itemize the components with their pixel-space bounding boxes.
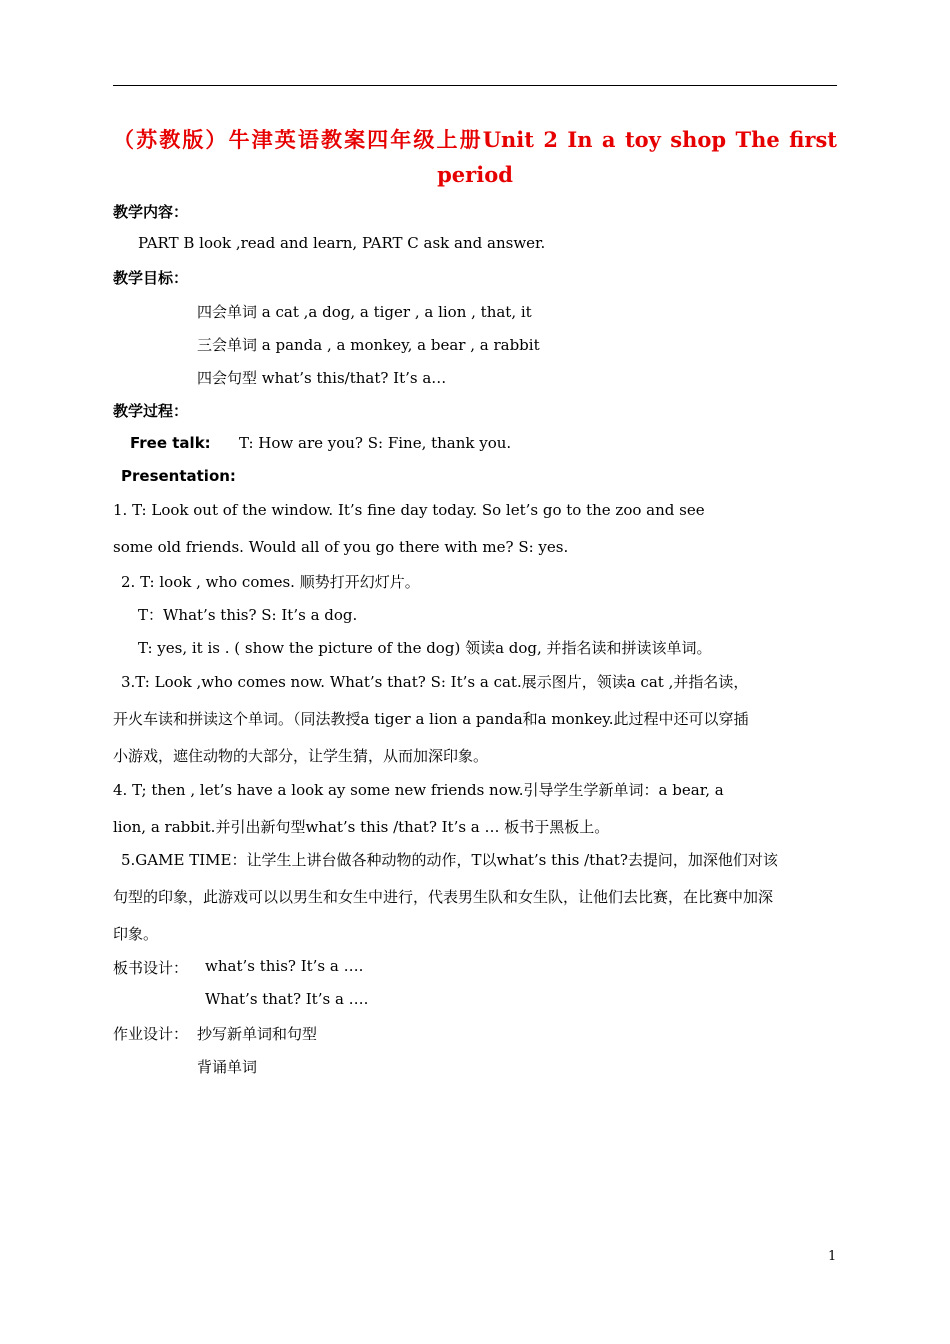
goal-item: 三会单词 a panda , a monkey, a bear , a rabbit [197, 336, 540, 354]
step-line: 句型的印象，此游戏可以以男生和女生中进行，代表男生队和女生队，让他们去比赛，在比赛中加深 [113, 888, 774, 906]
board-design-label: 板书设计： [113, 959, 189, 977]
goals-heading: 教学目标： [113, 269, 189, 287]
process-heading: 教学过程： [113, 402, 189, 420]
step-line: lion, a rabbit.并引出新句型what’s this /that? It’s a … 板书于黑板上。 [113, 818, 610, 836]
homework-item: 抄写新单词和句型 [197, 1025, 318, 1043]
content-heading: 教学内容： [113, 203, 189, 221]
step-line: 印象。 [113, 925, 159, 943]
goal-item: 四会句型 what’s this/that? It’s a… [197, 369, 447, 387]
document-title: （苏教版）牛津英语教案四年级上册Unit 2 In a toy shop The first [113, 127, 837, 152]
step-line: 3.T: Look ,who comes now. What’s that? S: It’s a cat.展示图片，领读a cat ,并指名读， [121, 673, 749, 691]
step-line: 开火车读和拼读这个单词。（同法教授a tiger a lion a panda和a monkey.此过程中还可以穿插 [113, 710, 749, 728]
header-rule [113, 85, 837, 86]
presentation-label: Presentation: [121, 467, 236, 485]
step-line: 5.GAME TIME：让学生上讲台做各种动物的动作，T以what’s this /that?去提问，加深他们对该 [121, 851, 778, 869]
step-line: some old friends. Would all of you go there with me? S: yes. [113, 538, 569, 556]
homework-label: 作业设计： [113, 1025, 189, 1043]
homework-item: 背诵单词 [197, 1058, 258, 1076]
document-title-continued: period [437, 162, 513, 187]
page-number: 1 [828, 1249, 837, 1264]
board-design-line: what’s this? It’s a …. [205, 957, 364, 975]
step-line: 2. T: look , who comes. 顺势打开幻灯片。 [121, 573, 420, 591]
free-talk-label: Free talk: [130, 434, 211, 452]
step-line: T: yes, it is . ( show the picture of the dog) 领读a dog, 并指名读和拼读该单词。 [138, 639, 712, 657]
step-line: 小游戏，遮住动物的大部分，让学生猜，从而加深印象。 [113, 747, 489, 765]
step-line: 4. T; then , let’s have a look ay some new friends now.引导学生学新单词：a bear, a [113, 781, 724, 799]
board-design-line: What’s that? It’s a …. [205, 990, 369, 1008]
goal-item: 四会单词 a cat ,a dog, a tiger , a lion , that, it [197, 303, 532, 321]
step-line: T：What’s this? S: It’s a dog. [138, 606, 358, 624]
free-talk-text: T: How are you? S: Fine, thank you. [239, 434, 512, 452]
content-text: PART B look ,read and learn, PART C ask and answer. [138, 234, 546, 252]
step-line: 1. T: Look out of the window. It’s fine day today. So let’s go to the zoo and see [113, 501, 705, 519]
